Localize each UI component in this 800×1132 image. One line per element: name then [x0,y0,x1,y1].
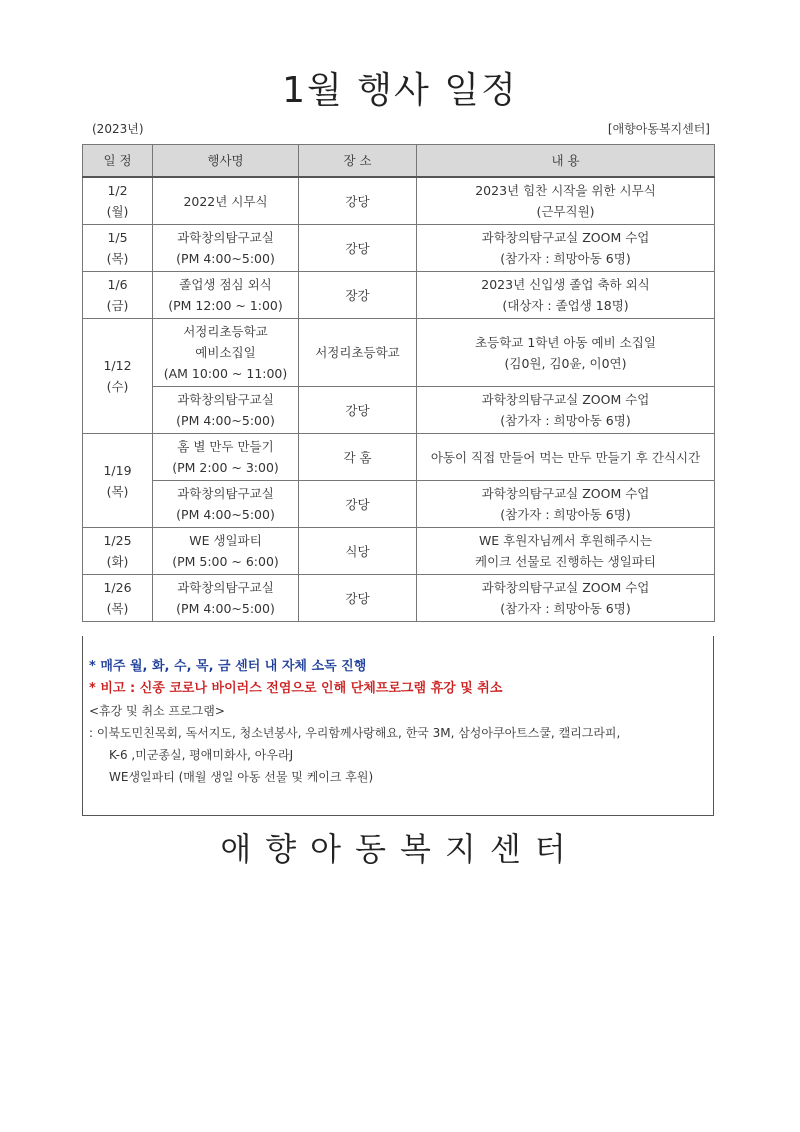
content-cell: 2023년 힘찬 시작을 위한 시무식 (근무직원) [417,177,715,225]
place-cell: 강당 [299,481,417,528]
date-cell: 1/25 (화) [83,528,153,575]
event-cell: 홈 별 만두 만들기 (PM 2:00 ~ 3:00) [153,434,299,481]
table-row [83,481,715,528]
content-cell: 과학창의탐구교실 ZOOM 수업 (참가자 : 희망아동 6명) [417,225,715,272]
place-cell: 식당 [299,528,417,575]
organization-tag: [애향아동복지센터] [607,122,710,136]
table-row [83,319,715,387]
suspended-programs-heading: <휴강 및 취소 프로그램> [89,704,225,718]
table-row [83,272,715,319]
content-cell: 과학창의탐구교실 ZOOM 수업 (참가자 : 희망아동 6명) [417,387,715,434]
schedule-table [82,144,715,622]
event-cell: 과학창의탐구교실 (PM 4:00~5:00) [153,575,299,622]
content-cell: 과학창의탐구교실 ZOOM 수업 (참가자 : 희망아동 6명) [417,575,715,622]
content-cell: WE 후원자님께서 후원해주시는 케이크 선물로 진행하는 생일파티 [417,528,715,575]
notes-box [82,636,714,816]
suspended-programs-line: K-6 ,미군종실, 평애미화사, 아우라J [109,748,294,762]
date-cell: 1/2 (월) [83,177,153,225]
page-title: 1월 행사 일정 [282,70,518,111]
table-row [83,177,715,225]
table-row [83,387,715,434]
table-row [83,434,715,481]
date-cell: 1/6 (금) [83,272,153,319]
table-row [83,225,715,272]
place-cell: 장강 [299,272,417,319]
organization-footer: 애향아동복지센터 [220,830,580,868]
content-cell: 초등학교 1학년 아동 예비 소집일 (김0원, 김0윤, 이0연) [417,319,715,387]
event-cell: 과학창의탐구교실 (PM 4:00~5:00) [153,387,299,434]
place-cell: 각 홈 [299,434,417,481]
header-content: 내 용 [417,145,715,178]
place-cell: 강당 [299,575,417,622]
place-cell: 강당 [299,177,417,225]
event-cell: WE 생일파티 (PM 5:00 ~ 6:00) [153,528,299,575]
content-cell: 아동이 직접 만들어 먹는 만두 만들기 후 간식시간 [417,434,715,481]
header-row [83,145,715,178]
disinfection-note: * 매주 월, 화, 수, 목, 금 센터 내 자체 소독 진행 [89,659,367,674]
place-cell: 서정리초등학교 [299,319,417,387]
suspended-programs-line: WE생일파티 (매월 생일 아동 선물 및 케이크 후원) [109,770,374,784]
date-cell: 1/19 (목) [83,434,153,528]
header-place: 장 소 [299,145,417,178]
suspended-programs-line: : 이북도민친목회, 독서지도, 청소년봉사, 우리함께사랑해요, 한국 3M, 삼성아쿠아트스쿨, 캘리그라피, [89,726,621,740]
date-cell: 1/26 (목) [83,575,153,622]
date-cell: 1/5 (목) [83,225,153,272]
table-row [83,528,715,575]
header-event: 행사명 [153,145,299,178]
remark-note: * 비고 : 신종 코로나 바이러스 전염으로 인해 단체프로그램 휴강 및 취소 [89,681,503,696]
content-cell: 2023년 신입생 졸업 축하 외식 (대상자 : 졸업생 18명) [417,272,715,319]
event-cell: 졸업생 점심 외식 (PM 12:00 ~ 1:00) [153,272,299,319]
event-cell: 서정리초등학교 예비소집일 (AM 10:00 ~ 11:00) [153,319,299,387]
place-cell: 강당 [299,387,417,434]
place-cell: 강당 [299,225,417,272]
event-cell: 과학창의탐구교실 (PM 4:00~5:00) [153,225,299,272]
event-cell: 과학창의탐구교실 (PM 4:00~5:00) [153,481,299,528]
header-date: 일 정 [83,145,153,178]
content-cell: 과학창의탐구교실 ZOOM 수업 (참가자 : 희망아동 6명) [417,481,715,528]
year-label: (2023년) [92,122,144,136]
date-cell: 1/12 (수) [83,319,153,434]
table-row [83,575,715,622]
event-cell: 2022년 시무식 [153,177,299,225]
